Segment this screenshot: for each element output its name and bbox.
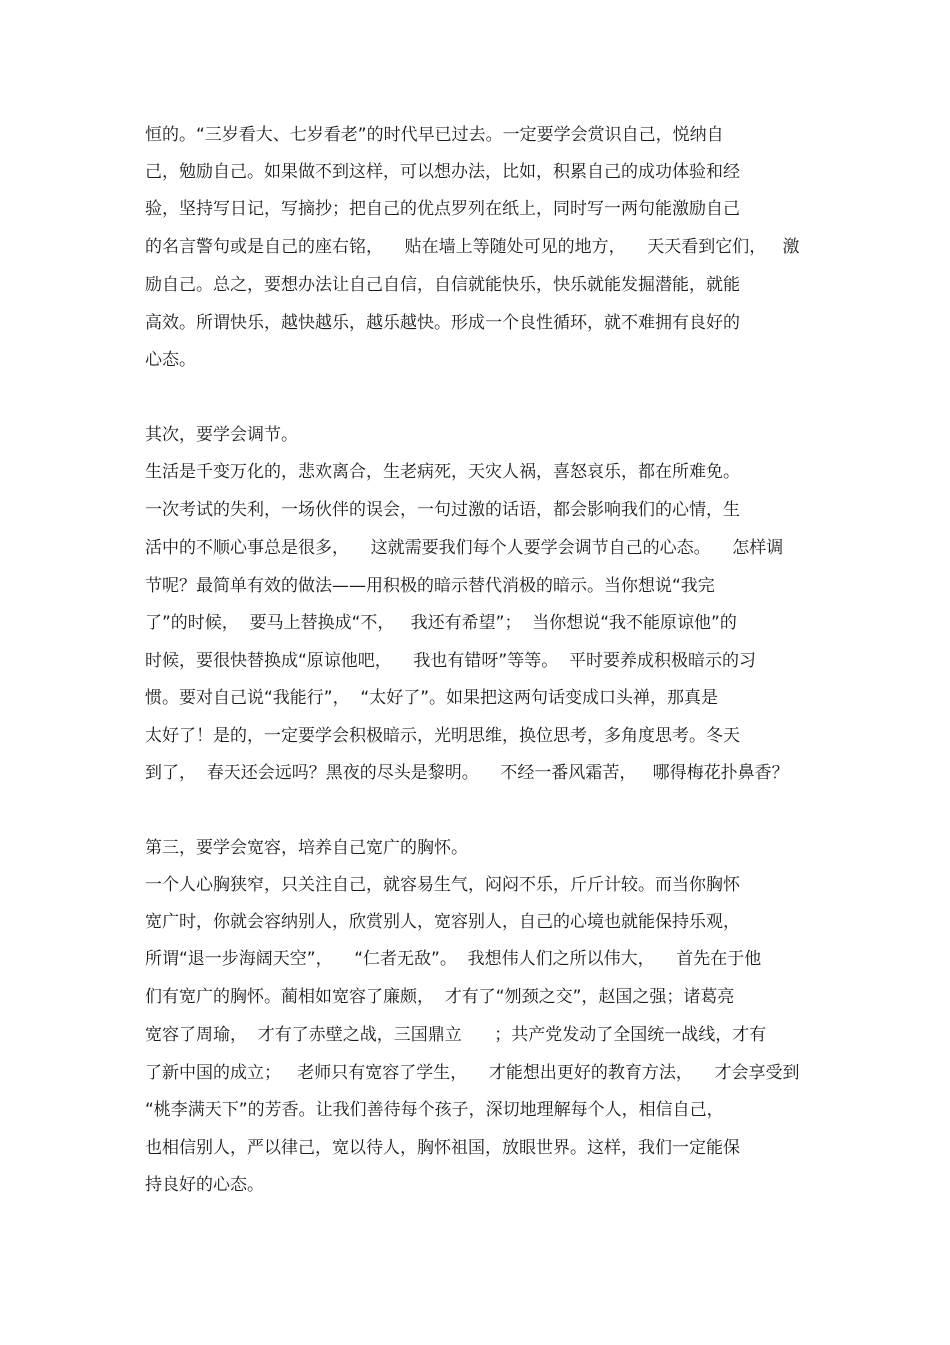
paragraph-line: 了”的时候， 要马上替换成“不， 我还有希望”； 当你想说“我不能原谅他”的 [145,613,737,633]
paragraph-line: 一次考试的失利，一场伙伴的误会，一句过激的话语，都会影响我们的心情，生 [145,500,740,520]
paragraph-line: 恒的。“三岁看大、七岁看老”的时代早已过去。一定要学会赏识自己，悦纳自 [145,125,724,145]
paragraph-line: 宽容了周瑜， 才有了赤壁之战，三国鼎立 ；共产党发动了全国统一战线，才有 [145,1025,767,1045]
paragraph-line: 生活是千变万化的，悲欢离合，生老病死，天灾人祸，喜怒哀乐，都在所难免。 [145,462,740,482]
paragraph-line: 励自己。总之，要想办法让自己自信，自信就能快乐，快乐就能发掘潜能，就能 [145,275,740,295]
paragraph-line: 活中的不顺心事总是很多， 这就需要我们每个人要学会调节自己的心态。 怎样调 [145,538,784,558]
paragraph-line: 们有宽广的胸怀。蔺相如宽容了廉颇， 才有了“刎颈之交”，赵国之强；诸葛亮 [145,987,735,1007]
paragraph-line: 验，坚持写日记，写摘抄；把自己的优点罗列在纸上，同时写一两句能激励自己 [145,199,740,219]
section-heading: 第三，要学会宽容，培养自己宽广的胸怀。 [145,838,468,858]
paragraph-line: 节呢？最简单有效的做法——用积极的暗示替代消极的暗示。当你想说“我完 [145,576,715,596]
paragraph-line: 的名言警句或是自己的座右铭， 贴在墙上等随处可见的地方， 天天看到它们， 激 [145,237,800,257]
paragraph-line: 心态。 [145,350,196,370]
paragraph-line: 持良好的心态。 [145,1175,264,1195]
paragraph-line: 惯。要对自己说“我能行”， “太好了”。如果把这两句话变成口头禅，那真是 [145,688,719,708]
paragraph-line: 时候，要很快替换成“原谅他吧， 我也有错呀”等等。 平时要养成积极暗示的习 [145,651,757,671]
paragraph-line: 所谓“退一步海阔天空”， “仁者无敌”。 我想伟人们之所以伟大， 首先在于他 [145,949,762,969]
paragraph-line: 己，勉励自己。如果做不到这样，可以想办法，比如，积累自己的成功体验和经 [145,162,740,182]
paragraph-line: 宽广时，你就会容纳别人，欣赏别人，宽容别人，自己的心境也就能保持乐观， [145,912,740,932]
paragraph-line: 也相信别人，严以律己，宽以待人，胸怀祖国，放眼世界。这样，我们一定能保 [145,1138,740,1158]
section-heading: 其次，要学会调节。 [145,425,298,445]
paragraph-line: 太好了！是的，一定要学会积极暗示，光明思维，换位思考，多角度思考。冬天 [145,726,740,746]
paragraph-line: 了新中国的成立； 老师只有宽容了学生， 才能想出更好的教育方法， 才会享受到 [145,1063,800,1083]
paragraph-line: 到了， 春天还会远吗？黑夜的尽头是黎明。 不经一番风霜苦， 哪得梅花扑鼻香？ [145,763,789,783]
paragraph-line: 一个人心胸狭窄，只关注自己，就容易生气，闷闷不乐，斤斤计较。而当你胸怀 [145,875,740,895]
paragraph-line: 高效。所谓快乐，越快越乐，越乐越快。形成一个良性循环，就不难拥有良好的 [145,313,740,333]
paragraph-line: “桃李满天下”的芳香。让我们善待每个孩子，深切地理解每个人，相信自己， [145,1100,724,1120]
